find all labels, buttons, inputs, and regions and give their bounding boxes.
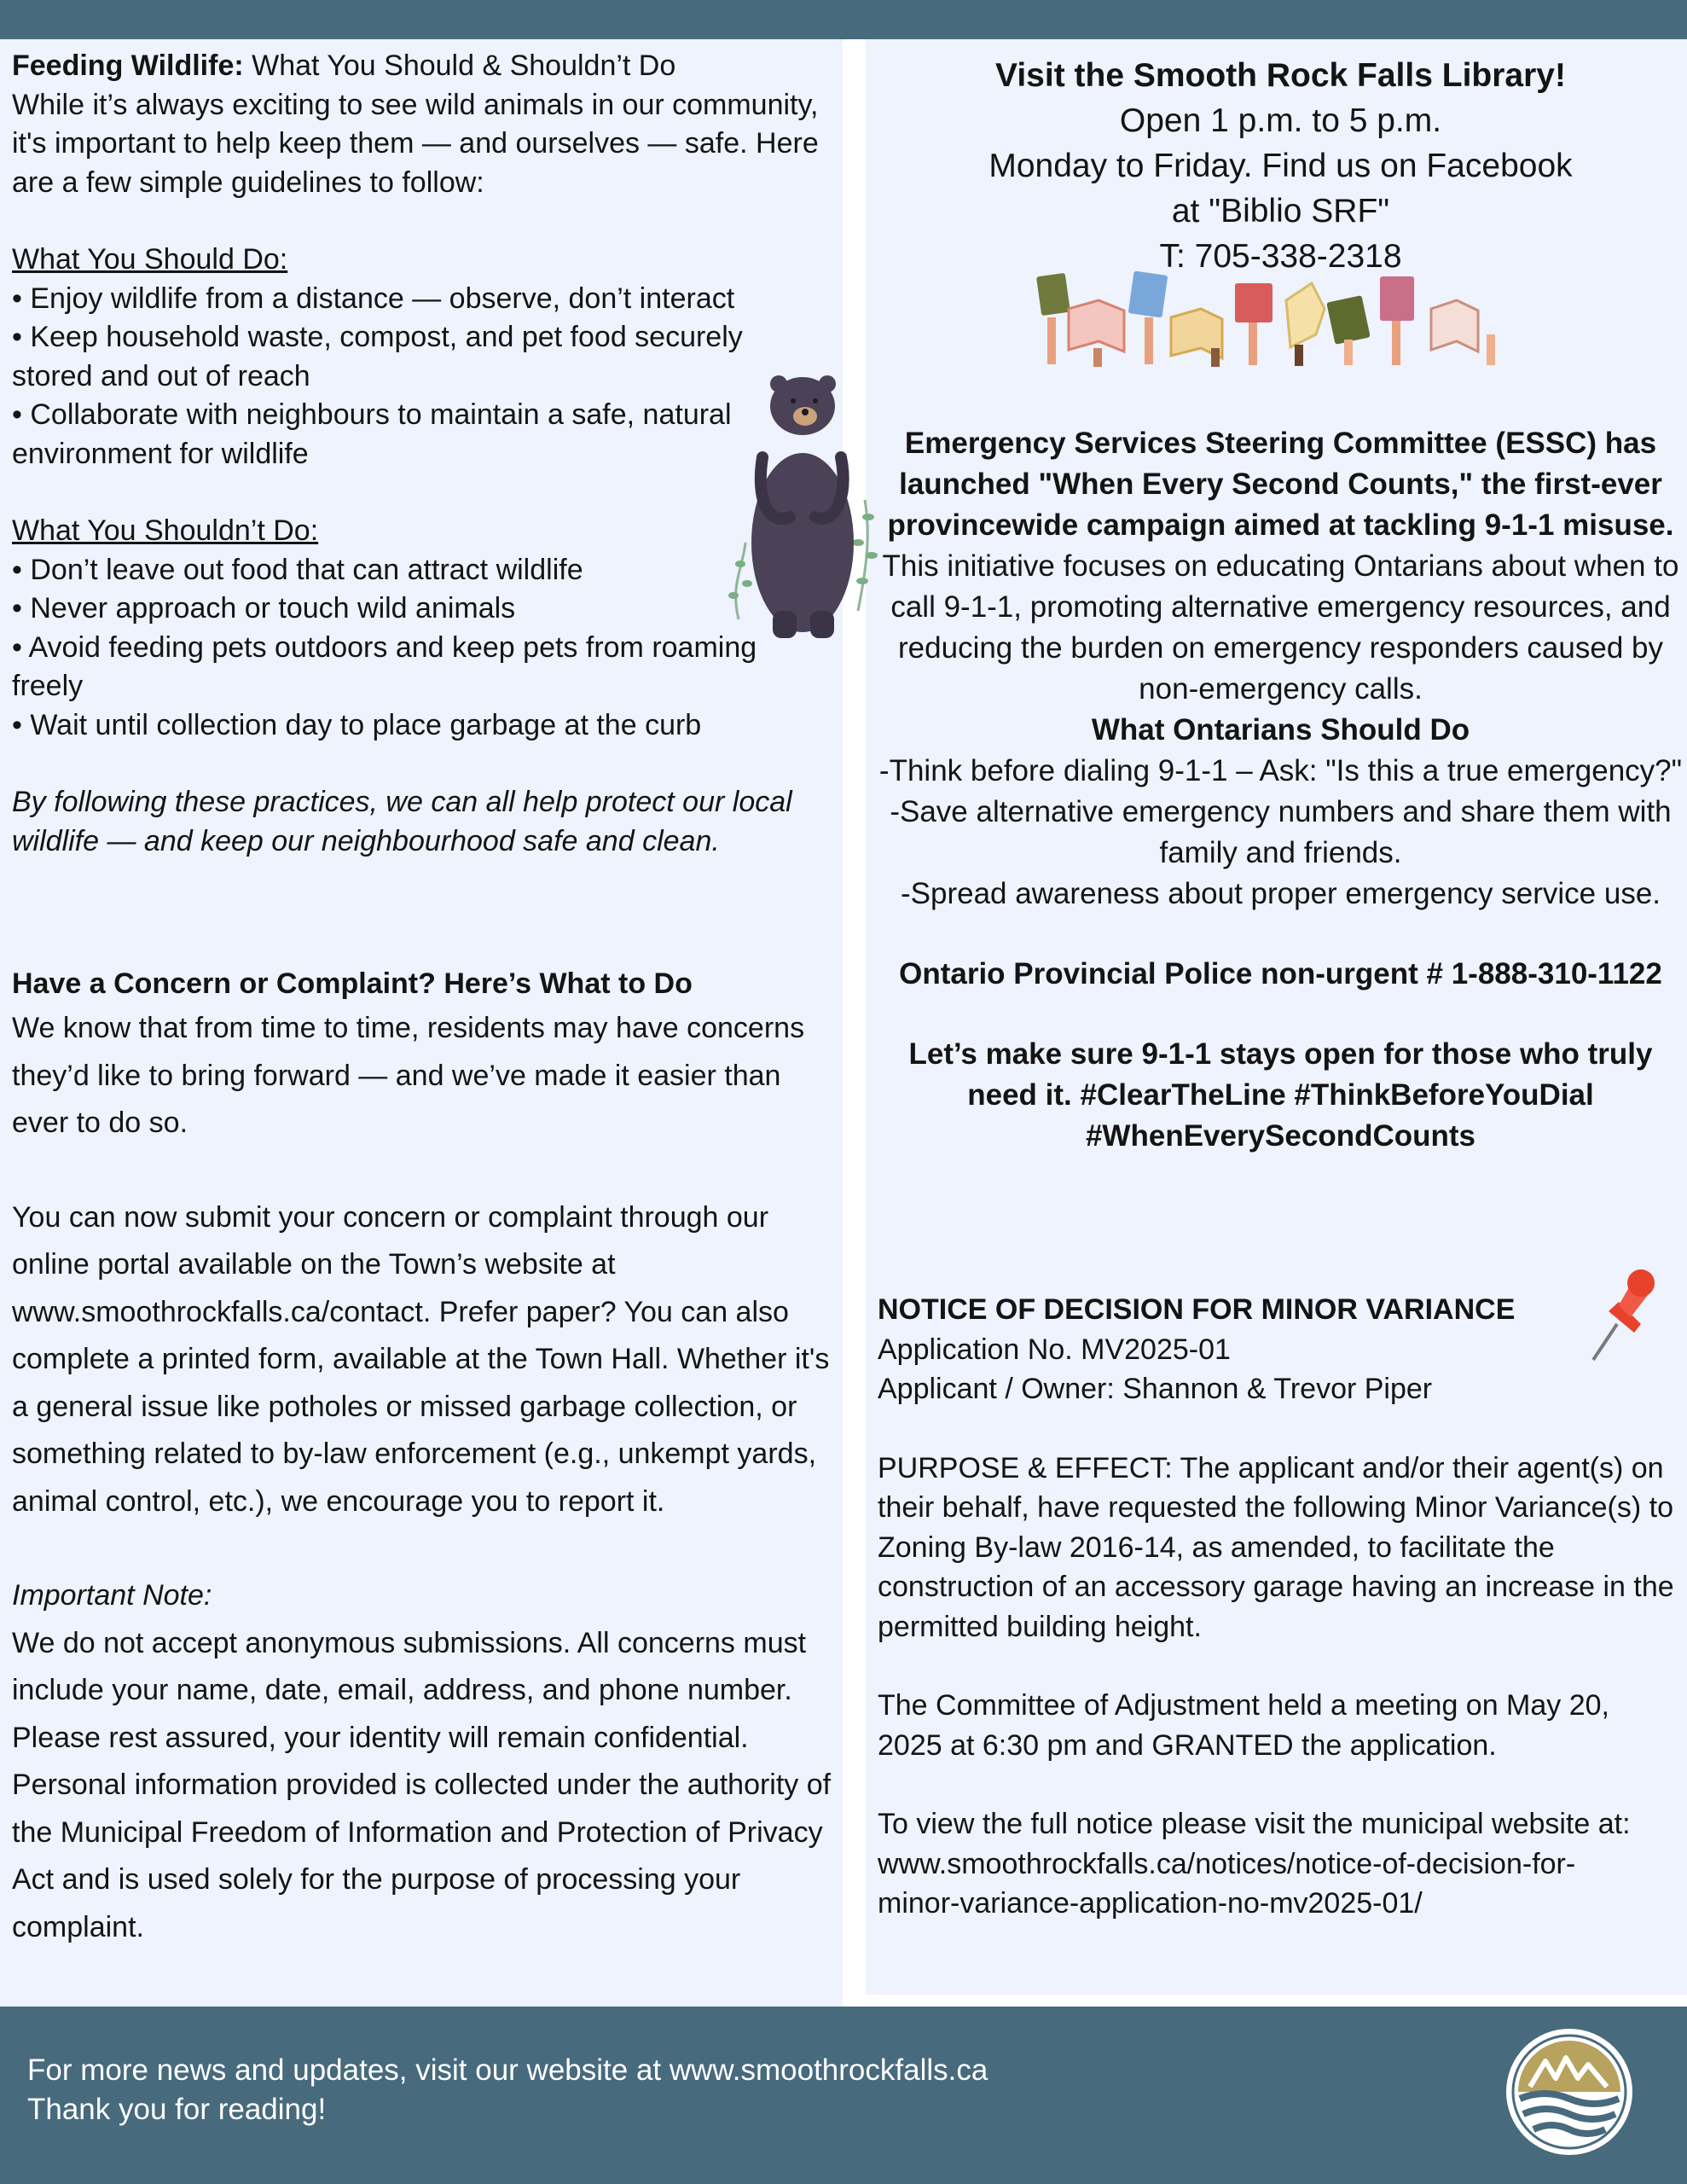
essc-item: -Save alternative emergency numbers and share them with family and friends. (890, 795, 1672, 869)
footer-thanks: Thank you for reading! (27, 2093, 327, 2126)
library-title: Visit the Smooth Rock Falls Library! (995, 57, 1566, 94)
opp-non-urgent: Ontario Provincial Police non-urgent # 1-888-310-1122 (899, 957, 1662, 990)
essc-item: -Spread awareness about proper emergency service use. (900, 877, 1661, 910)
feeding-intro: While it’s always exciting to see wild animals in our community, it's important to help keep them — and ourselves — safe. Here are a few simple guidelines to follow: (12, 88, 819, 199)
should-item: • Enjoy wildlife from a distance — observe, don’t interact (12, 282, 735, 315)
shouldnt-item: • Avoid feeding pets outdoors and keep pets from roaming freely (12, 630, 757, 702)
should-item: • Collaborate with neighbours to maintain a safe, natural environment for wildlife (12, 398, 732, 470)
essc-lead-rest: This initiative focuses on educating Ontarians about when to call 9-1-1, promoting alternative emergency resources, and reducing the burden on emergency responders caused by non-emergency calls. (882, 549, 1679, 706)
notice-meeting: The Committee of Adjustment held a meeting on May 20, 2025 at 6:30 pm and GRANTED the application. (878, 1689, 1610, 1762)
essc-closing: Let’s make sure 9-1-1 stays open for those who truly need it. #ClearTheLine #ThinkBeforeYouDial #WhenEverySecondCounts (908, 1037, 1653, 1153)
library-section (878, 53, 1684, 279)
feeding-title-bold: Feeding Wildlife: (12, 49, 244, 82)
library-hours: Open 1 p.m. to 5 p.m. (1119, 102, 1442, 139)
notice-heading: NOTICE OF DECISION FOR MINOR VARIANCE (878, 1293, 1516, 1326)
note-heading: Important Note: (12, 1579, 212, 1612)
shouldnt-heading: What You Shouldn’t Do: (12, 514, 319, 547)
essc-section (878, 423, 1684, 1157)
town-logo-icon (1504, 2027, 1634, 2157)
footer-text (27, 2051, 988, 2129)
concern-para2: You can now submit your concern or complaint through our online portal available on the Town’s website at www.smoothrockfalls.ca/contact. Prefer paper? You can also complete a printed form, available at the Town Hall. Whether it's a general issue like potholes or missed garbage collection, or something related to by-law enforcement (e.g., unkempt yards, animal control, etc.), we encourage you to report it. (12, 1200, 830, 1518)
should-heading: What You Should Do: (12, 243, 288, 276)
concern-para1: We know that from time to time, residents may have concerns they’d like to bring forward — and we’ve made it easier than ever to do so. (12, 1012, 805, 1139)
note-text: We do not accept anonymous submissions. All concerns must include your name, date, email, address, and phone number. Please rest assured, your identity will remain confidential. Personal information provided is collected under the authority of the Municipal Freedom of Information and Protection of Privacy Act and is used solely for the purpose of processing your complaint. (12, 1626, 832, 1943)
bear-illustration-icon (722, 372, 892, 645)
footer-website-line[interactable]: For more news and updates, visit our website at www.smoothrockfalls.ca (27, 2053, 988, 2087)
column-gutter (843, 39, 866, 2007)
notice-view-intro: To view the full notice please visit the municipal website at: (878, 1808, 1631, 1840)
feeding-closing: By following these practices, we can all help protect our local wildlife — and keep our neighbourhood safe and clean. (12, 786, 792, 857)
notice-purpose: PURPOSE & EFFECT: The applicant and/or their agent(s) on their behalf, have requested the following Minor Variance(s) to Zoning By-law 2016-14, as amended, to facilitate the construction of an accessory garage having an increase in the permitted building height. (878, 1451, 1674, 1643)
library-phone: T: 705-338-2318 (1159, 238, 1402, 275)
library-facebook: at "Biblio SRF" (1171, 193, 1390, 229)
shouldnt-item: • Don’t leave out food that can attract wildlife (12, 553, 583, 586)
top-banner (0, 0, 1687, 39)
essc-lead (878, 423, 1684, 710)
essc-lead-bold: Emergency Services Steering Committee (ESSC) has launched "When Every Second Counts," the first-ever provincewide campaign aimed at tackling 9-1-1 misuse. (887, 427, 1674, 542)
essc-should-heading: What Ontarians Should Do (1091, 713, 1470, 746)
concern-section (12, 962, 844, 1951)
library-days: Monday to Friday. Find us on Facebook (988, 148, 1573, 184)
shouldnt-item: • Wait until collection day to place garbage at the curb (12, 708, 702, 741)
feeding-wildlife-section (12, 47, 844, 861)
concern-heading: Have a Concern or Complaint? Here’s What to Do (12, 967, 693, 1000)
feeding-title-rest: What You Should & Shouldn’t Do (243, 49, 676, 82)
books-illustration-icon (1030, 266, 1525, 367)
essc-item: -Think before dialing 9-1-1 – Ask: "Is this a true emergency?" (878, 754, 1683, 787)
notice-app-no: Application No. MV2025-01 (878, 1333, 1231, 1366)
notice-applicant: Applicant / Owner: Shannon & Trevor Piper (878, 1373, 1433, 1405)
notice-url-line1[interactable]: www.smoothrockfalls.ca/notices/notice-of-decision-for- (878, 1847, 1576, 1880)
shouldnt-item: • Never approach or touch wild animals (12, 592, 516, 624)
should-item: • Keep household waste, compost, and pet food securely stored and out of reach (12, 321, 743, 392)
notice-section (878, 1290, 1684, 1924)
feeding-title (12, 47, 844, 86)
notice-url-line2[interactable]: minor-variance-application-no-mv2025-01/ (878, 1887, 1423, 1920)
